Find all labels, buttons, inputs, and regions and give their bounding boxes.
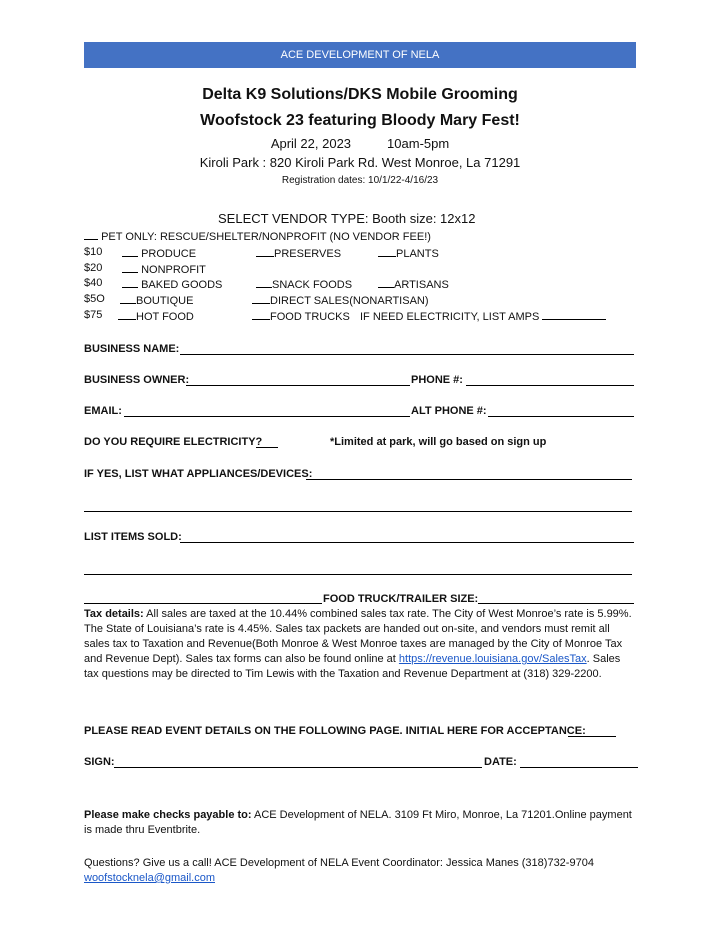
checkbox-blank[interactable] <box>122 277 138 288</box>
option-artisans[interactable] <box>378 277 449 291</box>
checkbox-blank[interactable] <box>378 246 396 257</box>
acceptance-text: PLEASE READ EVENT DETAILS ON THE FOLLOWING PAGE. INITIAL HERE FOR ACCEPTANCE: <box>84 725 586 737</box>
appliances-line[interactable] <box>306 479 632 480</box>
checkbox-blank[interactable] <box>378 277 394 288</box>
registration-dates: Registration dates: 10/1/22-4/16/23 <box>281 175 439 186</box>
business-name-line[interactable] <box>180 354 634 355</box>
electricity-line[interactable] <box>256 447 278 448</box>
checkbox-blank[interactable] <box>84 229 98 240</box>
electricity-note: *Limited at park, will go based on sign up <box>330 436 547 448</box>
option-preserves[interactable] <box>256 246 341 260</box>
price-20: $20 <box>84 262 103 274</box>
trailer-size-label: FOOD TRUCK/TRAILER SIZE: <box>323 593 479 605</box>
option-food-trucks[interactable] <box>252 309 350 323</box>
checkbox-blank[interactable] <box>122 246 138 257</box>
phone-line[interactable] <box>466 385 634 386</box>
checkbox-blank[interactable] <box>252 309 270 320</box>
business-owner-label: BUSINESS OWNER: <box>84 374 190 386</box>
alt-phone-line[interactable] <box>488 416 634 417</box>
amps-label: IF NEED ELECTRICITY, LIST AMPS <box>360 311 540 323</box>
option-pet-only[interactable] <box>84 229 431 243</box>
phone-label: PHONE #: <box>411 374 463 386</box>
option-snack-foods[interactable] <box>256 277 352 291</box>
sign-label: SIGN: <box>84 756 115 768</box>
option-label: HOT FOOD <box>136 311 194 323</box>
electricity-amps[interactable] <box>360 309 606 323</box>
option-produce[interactable] <box>122 246 196 260</box>
contact-text: Questions? Give us a call! ACE Development of NELA Event Coordinator: Jessica Manes (318)732-9704 <box>84 857 594 869</box>
option-plants[interactable] <box>378 246 439 260</box>
date-line[interactable] <box>520 767 638 768</box>
option-label: DIRECT SALES(NONARTISAN) <box>270 295 429 307</box>
sign-line[interactable] <box>114 767 482 768</box>
checkbox-blank[interactable] <box>256 246 274 257</box>
event-time: 10am-5pm <box>387 136 450 151</box>
payment-label: Please make checks payable to: <box>84 809 252 821</box>
option-label: BOUTIQUE <box>136 295 194 307</box>
event-date-time <box>84 136 636 151</box>
checkbox-blank[interactable] <box>256 277 272 288</box>
contact-email-link[interactable]: woofstocknela@gmail.com <box>84 872 215 884</box>
checkbox-blank[interactable] <box>118 309 136 320</box>
event-location: Kiroli Park : 820 Kiroli Park Rd. West Monroe, La 71291 <box>199 155 521 170</box>
initial-line[interactable] <box>568 736 616 737</box>
header-banner: ACE DEVELOPMENT OF NELA <box>84 42 636 68</box>
tax-details <box>84 607 636 682</box>
option-baked-goods[interactable] <box>122 277 222 291</box>
option-label: PRESERVES <box>274 248 342 260</box>
option-nonprofit[interactable] <box>122 262 206 276</box>
option-label: SNACK FOODS <box>272 279 353 291</box>
option-label: NONPROFIT <box>141 264 206 276</box>
vendor-type-heading: SELECT VENDOR TYPE: Booth size: 12x12 <box>218 211 476 226</box>
price-75: $75 <box>84 309 103 321</box>
appliances-label: IF YES, LIST WHAT APPLIANCES/DEVICES: <box>84 468 313 480</box>
option-label: FOOD TRUCKS <box>270 311 350 323</box>
business-name-label: BUSINESS NAME: <box>84 343 180 355</box>
tax-text-2: . Sales tax questions may be directed to Tim Lewis with the Taxation and Revenue Department at (318) 329-2200. <box>84 653 621 680</box>
business-owner-line[interactable] <box>186 385 410 386</box>
tax-text: All sales are taxed at the 10.44% combined sales tax rate. The City of West Monroe’s rate is 5.99%. The State of Louisiana’s rate is 4.45%. Sales tax packets are handed out on-site, and vendors must remit all sales tax to Taxation and Revenue(Both Monroe & West Monroe taxes are managed by the City of Monroe Tax and Revenue Dept). Sales tax forms can also be found online at <box>84 608 632 665</box>
price-50: $5O <box>84 293 105 305</box>
appliances-line-2[interactable] <box>84 511 632 512</box>
sales-tax-link[interactable]: https://revenue.louisiana.gov/SalesTax <box>398 653 587 665</box>
tax-label: Tax details: <box>84 608 144 620</box>
items-sold-line-2[interactable] <box>84 574 632 575</box>
alt-phone-label: ALT PHONE #: <box>411 405 487 417</box>
option-label: ARTISANS <box>394 279 449 291</box>
option-hot-food[interactable] <box>118 309 194 323</box>
price-10: $10 <box>84 246 103 258</box>
items-sold-line[interactable] <box>180 542 634 543</box>
event-title-line2: Woofstock 23 featuring Bloody Mary Fest! <box>200 112 520 129</box>
event-title-line1: Delta K9 Solutions/DKS Mobile Grooming <box>202 86 518 103</box>
option-label: PRODUCE <box>141 248 197 260</box>
checkbox-blank[interactable] <box>122 262 138 273</box>
date-label: DATE: <box>484 756 517 768</box>
event-date: April 22, 2023 <box>270 136 352 151</box>
option-boutique[interactable] <box>120 293 193 307</box>
amps-blank[interactable] <box>542 309 606 320</box>
electricity-label: DO YOU REQUIRE ELECTRICITY? <box>84 436 263 448</box>
checkbox-blank[interactable] <box>120 293 136 304</box>
option-label: BAKED GOODS <box>141 279 223 291</box>
trailer-name-line[interactable] <box>84 603 322 604</box>
checkbox-blank[interactable] <box>252 293 270 304</box>
option-label: PET ONLY: RESCUE/SHELTER/NONPROFIT (NO VENDOR FEE!) <box>101 231 431 243</box>
option-label: PLANTS <box>396 248 439 260</box>
price-40: $40 <box>84 277 103 289</box>
items-sold-label: LIST ITEMS SOLD: <box>84 531 182 543</box>
payment-info <box>84 808 636 838</box>
email-label: EMAIL: <box>84 405 122 417</box>
option-direct-sales[interactable] <box>252 293 429 307</box>
payment-text: ACE Development of NELA. 3109 Ft Miro, Monroe, La 71201.Online payment is made thru Eventbrite. <box>84 809 632 836</box>
email-line[interactable] <box>124 416 410 417</box>
trailer-size-line[interactable] <box>478 603 634 604</box>
contact-info <box>84 856 636 886</box>
